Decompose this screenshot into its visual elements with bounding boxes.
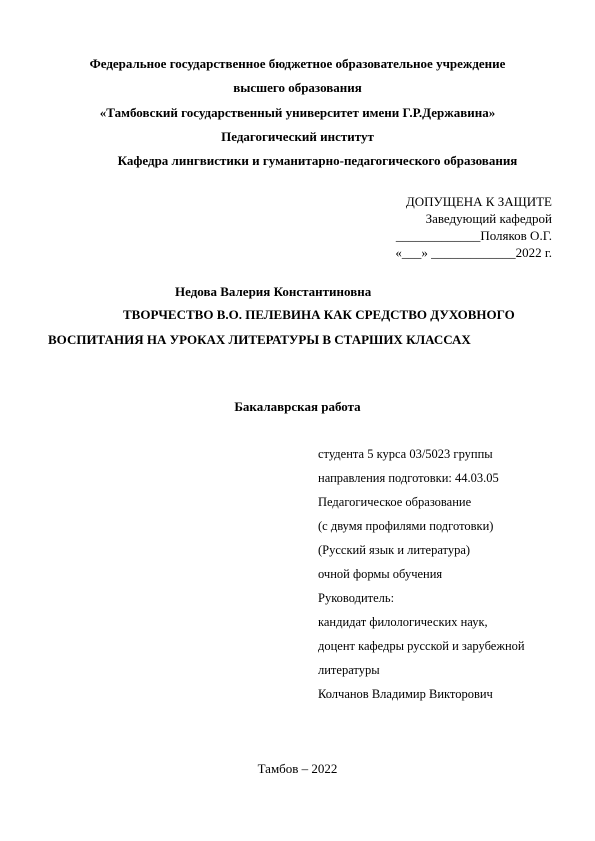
author-name: Недова Валерия Константиновна (175, 284, 372, 299)
supervisor-info-line: кандидат филологических наук, (318, 615, 488, 629)
student-info-line: очной формы обучения (318, 567, 443, 581)
student-info-line: (Русский язык и литература) (318, 543, 471, 557)
city-year: Тамбов – 2022 (257, 761, 338, 776)
supervisor-info-line: доцент кафедры русской и зарубежной (318, 639, 525, 653)
student-info-line: Педагогическое образование (318, 495, 472, 509)
institute-name: Педагогический институт (221, 129, 374, 144)
header-line-1: Федеральное государственное бюджетное образовательное учреждение (89, 56, 506, 71)
department-name: Кафедра лингвистики и гуманитарно-педагогического образования (117, 153, 518, 168)
student-info-line: студента 5 курса 03/5023 группы (318, 447, 493, 461)
header-line-2: высшего образования (233, 80, 362, 95)
student-info-line: (с двумя профилями подготовки) (318, 519, 494, 533)
approval-title: ДОПУЩЕНА К ЗАЩИТЕ (405, 194, 552, 209)
thesis-title-line-1: ТВОРЧЕСТВО В.О. ПЕЛЕВИНА КАК СРЕДСТВО ДУХОВНОГО (123, 307, 515, 322)
supervisor-name: Колчанов Владимир Викторович (318, 687, 493, 701)
work-type: Бакалаврская работа (234, 399, 361, 414)
thesis-title-line-2: ВОСПИТАНИЯ НА УРОКАХ ЛИТЕРАТУРЫ В СТАРШИХ КЛАССАХ (48, 332, 471, 347)
approval-signature: _____________Поляков О.Г. (395, 228, 552, 243)
approval-date: «___» _____________2022 г. (395, 245, 552, 260)
supervisor-info-line: литературы (318, 663, 380, 677)
student-info-line: направления подготовки: 44.03.05 (318, 471, 499, 485)
university-name: «Тамбовский государственный университет имени Г.Р.Державина» (99, 105, 496, 120)
supervisor-label: Руководитель: (318, 591, 395, 605)
approval-position: Заведующий кафедрой (425, 211, 552, 226)
